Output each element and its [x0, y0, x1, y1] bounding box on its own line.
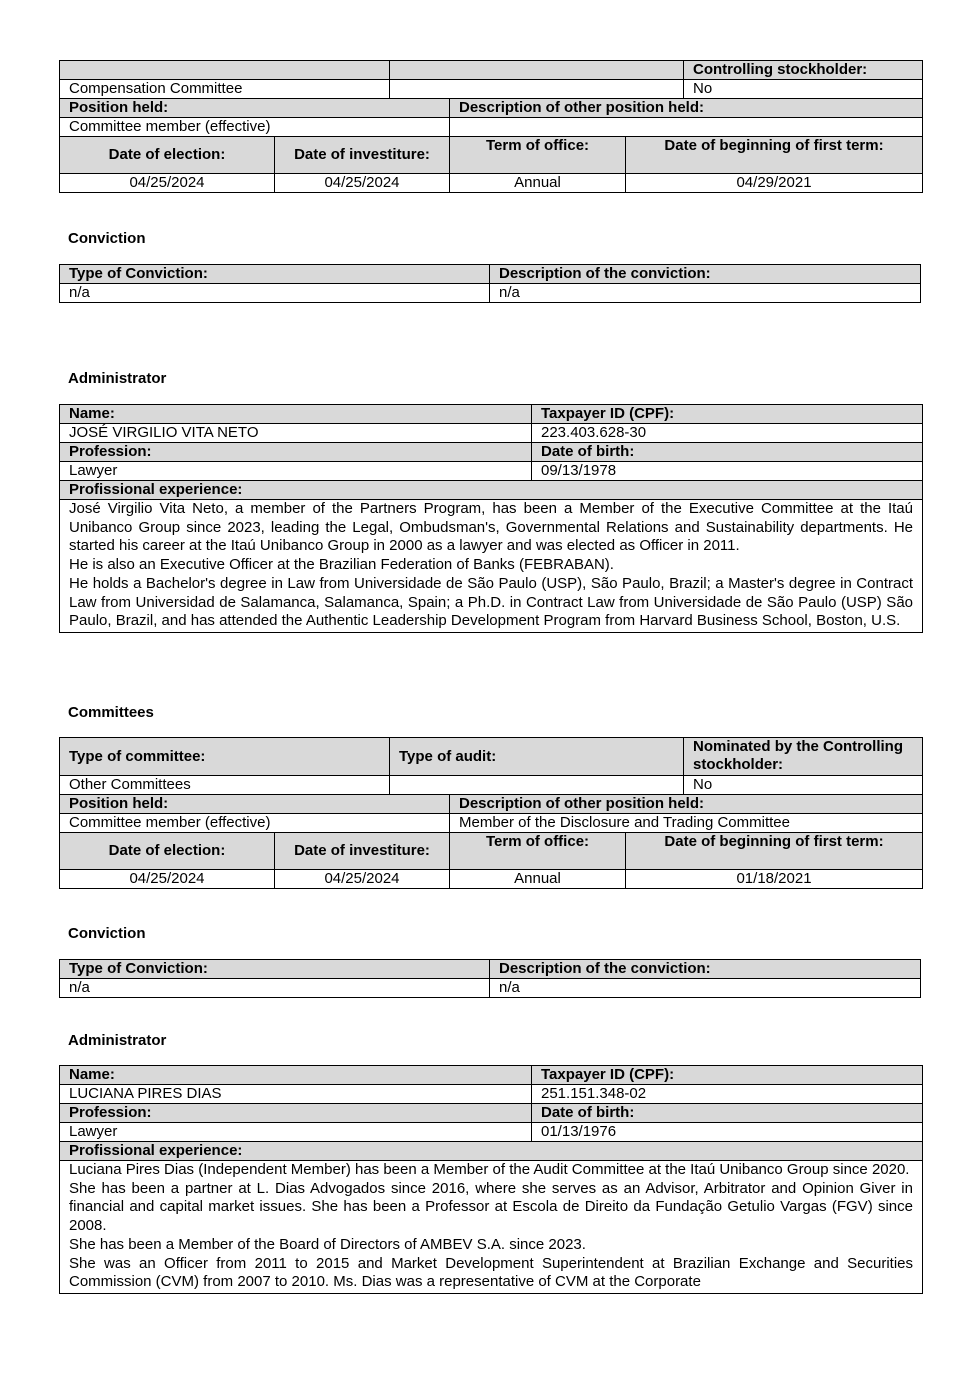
cpf-label: Taxpayer ID (CPF): — [532, 405, 923, 424]
experience-paragraph: She has been a partner at L. Dias Advogados since 2016, where she serves as an Advisor, Arbitrator and Opinion Giver in financial and capital market issues. She has been a Professor at Escola de Direito da Fundação Getulio Vargas (FGV) since 2008. — [69, 1179, 913, 1235]
name-label: Name: — [60, 405, 532, 424]
committee-type-value: Compensation Committee — [60, 80, 390, 99]
nominated-value: No — [684, 776, 923, 795]
position-held-label: Position held: — [60, 99, 450, 118]
cpf-label: Taxpayer ID (CPF): — [532, 1066, 923, 1085]
experience-text — [60, 1161, 923, 1294]
investiture-value: 04/25/2024 — [275, 174, 450, 193]
experience-paragraph: Luciana Pires Dias (Independent Member) has been a Member of the Audit Committee at the Itaú Unibanco Group since 2020. — [69, 1161, 910, 1178]
term-label: Term of office: — [450, 833, 626, 870]
committee-type-header — [60, 61, 390, 80]
term-value: Annual — [450, 174, 626, 193]
experience-paragraph: He is also an Executive Officer at the Brazilian Federation of Banks (FEBRABAN). — [69, 556, 614, 574]
profession-value: Lawyer — [60, 462, 532, 481]
conviction-table-1 — [59, 264, 921, 303]
audit-type-label: Type of audit: — [390, 738, 684, 776]
administrator-table-2 — [59, 1065, 923, 1294]
controlling-header: Controlling stockholder: — [684, 61, 923, 80]
experience-paragraph: He holds a Bachelor's degree in Law from Universidade de São Paulo (USP), São Paulo, Brazil; a Master's degree in Contract Law from Universidad de Salamanca, Salamanca, Spain; a Ph.D. in Contract Law from Universidade de São Paulo (USP) São Paulo, Brazil, and has attended the Authentic Leadership Development Program from Harvard Business School, Boston, U.S. — [69, 574, 913, 630]
administrator-table-1 — [59, 404, 923, 633]
investiture-label: Date of investiture: — [275, 833, 450, 870]
investiture-value: 04/25/2024 — [275, 870, 450, 889]
conviction-type-label: Type of Conviction: — [60, 265, 490, 284]
investiture-label: Date of investiture: — [275, 137, 450, 174]
controlling-value: No — [684, 80, 923, 99]
position-held-value: Committee member (effective) — [60, 118, 450, 137]
name-value: JOSÉ VIRGILIO VITA NETO — [60, 424, 532, 443]
name-label: Name: — [60, 1066, 532, 1085]
conviction-desc-label: Description of the conviction: — [490, 960, 921, 979]
dob-label: Date of birth: — [532, 443, 923, 462]
administrator-heading: Administrator — [68, 1032, 167, 1049]
administrator-heading: Administrator — [68, 370, 167, 387]
experience-paragraph: She has been a Member of the Board of Directors of AMBEV S.A. since 2023. — [69, 1235, 586, 1253]
conviction-table-2 — [59, 959, 921, 998]
other-position-value: Member of the Disclosure and Trading Committee — [450, 814, 923, 833]
conviction-type-value: n/a — [60, 284, 490, 303]
committees-heading: Committees — [68, 704, 154, 721]
election-value: 04/25/2024 — [60, 870, 275, 889]
cpf-value: 223.403.628-30 — [532, 424, 923, 443]
election-value: 04/25/2024 — [60, 174, 275, 193]
first-term-label: Date of beginning of first term: — [626, 137, 923, 174]
experience-text — [60, 500, 923, 633]
committees-table — [59, 737, 923, 889]
first-term-label: Date of beginning of first term: — [626, 833, 923, 870]
conviction-desc-label: Description of the conviction: — [490, 265, 921, 284]
nominated-label: Nominated by the Controlling stockholder: — [684, 738, 923, 776]
dob-label: Date of birth: — [532, 1104, 923, 1123]
position-held-value: Committee member (effective) — [60, 814, 450, 833]
committee-table-1 — [59, 60, 923, 193]
term-label: Term of office: — [450, 137, 626, 174]
conviction-desc-value: n/a — [490, 284, 921, 303]
other-position-label: Description of other position held: — [450, 795, 923, 814]
conviction-heading: Conviction — [68, 230, 146, 247]
first-term-value: 01/18/2021 — [626, 870, 923, 889]
position-held-label: Position held: — [60, 795, 450, 814]
dob-value: 09/13/1978 — [532, 462, 923, 481]
cpf-value: 251.151.348-02 — [532, 1085, 923, 1104]
experience-label: Profissional experience: — [60, 1142, 923, 1161]
other-position-value — [450, 118, 923, 137]
other-position-label: Description of other position held: — [450, 99, 923, 118]
audit-type-value — [390, 80, 684, 99]
profession-label: Profession: — [60, 1104, 532, 1123]
election-label: Date of election: — [60, 833, 275, 870]
conviction-desc-value: n/a — [490, 979, 921, 998]
audit-type-header — [390, 61, 684, 80]
conviction-type-label: Type of Conviction: — [60, 960, 490, 979]
committee-type-value: Other Committees — [60, 776, 390, 795]
experience-paragraph: José Virgilio Vita Neto, a member of the Partners Program, has been a Member of the Executive Committee at the Itaú Unibanco Group since 2023, leading the Legal, Ombudsman's, Governmental Relations and Sustainability departments. He started his career at the Itaú Unibanco Group in 2000 as a lawyer and was elected as Officer in 2011. — [69, 500, 913, 555]
experience-paragraph: She was an Officer from 2011 to 2015 and Market Development Superintendent at Brazilian Exchange and Securities Commission (CVM) from 2007 to 2010. Ms. Dias was a representative of CVM at the Corporate — [69, 1254, 913, 1291]
dob-value: 01/13/1976 — [532, 1123, 923, 1142]
name-value: LUCIANA PIRES DIAS — [60, 1085, 532, 1104]
experience-label: Profissional experience: — [60, 481, 923, 500]
profession-value: Lawyer — [60, 1123, 532, 1142]
first-term-value: 04/29/2021 — [626, 174, 923, 193]
profession-label: Profession: — [60, 443, 532, 462]
term-value: Annual — [450, 870, 626, 889]
committee-type-label: Type of committee: — [60, 738, 390, 776]
conviction-type-value: n/a — [60, 979, 490, 998]
conviction-heading: Conviction — [68, 925, 146, 942]
election-label: Date of election: — [60, 137, 275, 174]
audit-type-value — [390, 776, 684, 795]
